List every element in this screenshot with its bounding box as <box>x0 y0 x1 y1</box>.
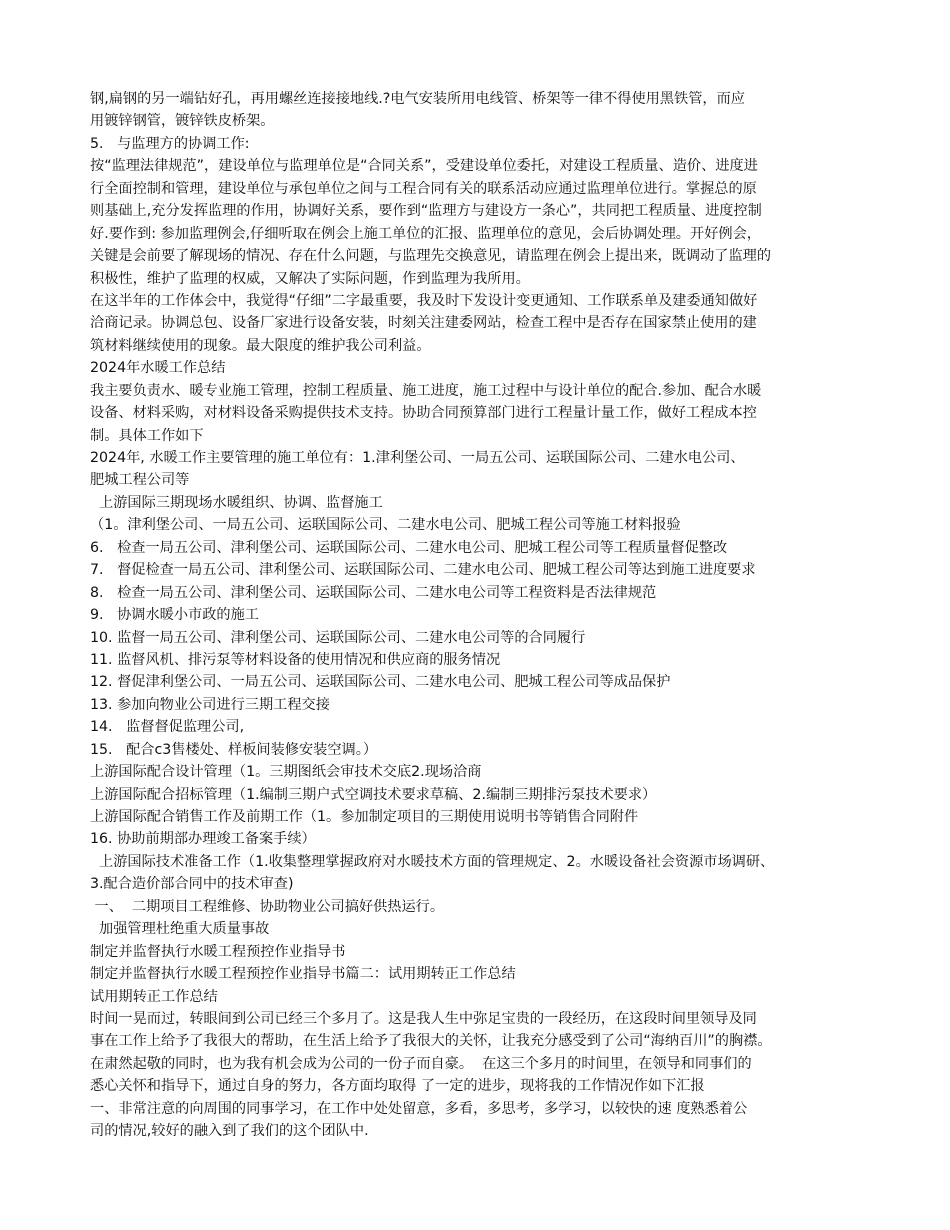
text-line: 上游国际配合设计管理（1。三期图纸会审技术交底2.现场洽商 <box>90 764 482 781</box>
list-item: （1。津利堡公司、一局五公司、运联国际公司、二建水电公司、肥城工程公司等施工材料报验 <box>90 517 681 534</box>
list-item: 16. 协助前期部办理竣工备案手续） <box>90 831 316 848</box>
text-line: 一、非常注意的向周围的同事学习，在工作中处处留意，多看，多思考，多学习，以较快的速 度熟悉着公 <box>90 1100 748 1117</box>
text-line: 时间一晃而过，转眼间到公司已经三个多月了。这是我人生中弥足宝贵的一段经历，在这段时间里领导及同 <box>90 1010 757 1027</box>
text-line: 加强管理杜绝重大质量事故 <box>90 921 270 938</box>
text-line: 行全面控制和管理，建设单位与承包单位之间与工程合同有关的联系活动应通过监理单位进行。掌握总的原 <box>90 180 757 197</box>
list-item: 13. 参加向物业公司进行三期工程交接 <box>90 696 330 713</box>
text-line: 关键是会前要了解现场的情况、存在什么问题，与监理先交换意见，请监理在例会上提出来，既调动了监理的 <box>90 248 772 265</box>
text-line: 司的情况,较好的融入到了我们的这个团队中. <box>90 1123 369 1140</box>
section-heading: 试用期转正工作总结 <box>90 988 218 1005</box>
text-line: 在肃然起敬的同时，也为我有机会成为公司的一份子而自豪。 在这三个多月的时间里，在领导和同事们的 <box>90 1055 752 1072</box>
list-item: 15. 配合c3售楼处、样板间装修安装空调。） <box>90 741 378 758</box>
document-body <box>90 88 870 1143</box>
list-item: 6. 检查一局五公司、津利堡公司、运联国际公司、二建水电公司、肥城工程公司等工程质量督促整改 <box>90 539 728 556</box>
text-line: 2024年, 水暖工作主要管理的施工单位有：1.津利堡公司、一局五公司、运联国际公司、二建水电公司、 <box>90 450 745 466</box>
section-heading: 2024年水暖工作总结 <box>90 360 226 377</box>
text-line: 洽商记录。协调总包、设备厂家进行设备安装，时刻关注建委网站，检查工程中是否存在国家禁止使用的建 <box>90 315 757 332</box>
text-line: 筑材料继续使用的现象。最大限度的维护我公司利益。 <box>90 337 431 354</box>
section-heading: 5. 与监理方的协调工作: <box>90 135 250 152</box>
text-line: 在这半年的工作体会中，我觉得“仔细”二字最重要，我及时下发设计变更通知、工作联系单及建委通知做好 <box>90 292 758 309</box>
list-item: 11. 监督风机、排污泵等材料设备的使用情况和供应商的服务情况 <box>90 651 501 668</box>
list-item: 10. 监督一局五公司、津利堡公司、运联国际公司、二建水电公司等的合同履行 <box>90 629 586 646</box>
list-item: 12. 督促津利堡公司、一局五公司、运联国际公司、二建水电公司、肥城工程公司等成品保护 <box>90 674 671 691</box>
text-line: 上游国际三期现场水暖组织、协调、监督施工 <box>90 494 383 511</box>
text-line: 3.配合造价部合同中的技术审查) <box>90 876 294 893</box>
text-line: 用镀锌钢管，镀锌铁皮桥架。 <box>90 113 275 130</box>
text-line: 我主要负责水、暖专业施工管理，控制工程质量、施工进度，施工过程中与设计单位的配合.参加、配合水暖 <box>90 382 762 399</box>
list-item: 7. 督促检查一局五公司、津利堡公司、运联国际公司、二建水电公司、肥城工程公司等达到施工进度要求 <box>90 562 756 579</box>
text-line: 制。具体工作如下 <box>90 427 204 444</box>
text-line: 肥城工程公司等 <box>90 472 190 489</box>
text-line: 上游国际配合招标管理（1.编制三期户式空调技术要求草稿、2.编制三期排污泵技术要求） <box>90 786 657 803</box>
text-line: 好.要作到: 参加监理例会,仔细听取在例会上施工单位的汇报、监理单位的意见，会后协调处理。开好例会， <box>90 225 761 242</box>
text-line: 上游国际配合销售工作及前期工作（1。参加制定项目的三期使用说明书等销售合同附件 <box>90 809 639 825</box>
text-line: 制定并监督执行水暖工程预控作业指导书 <box>90 943 346 960</box>
list-item: 9. 协调水暖小市政的施工 <box>90 607 259 624</box>
text-line: 上游国际技术准备工作（1.收集整理掌握政府对水暖技术方面的管理规定、2。水暖设备社会资源市场调研、 <box>90 853 775 870</box>
list-item: 14. 监督督促监理公司, <box>90 719 245 736</box>
text-line: 则基础上,充分发挥监理的作用，协调好关系，要作到“监理方与建设方一条心”，共同把工程质量、进度控制 <box>90 203 762 220</box>
text-line: 一、 二期项目工程维修、协助物业公司搞好供热运行。 <box>90 898 445 915</box>
text-line: 设备、材料采购，对材料设备采购提供技术支持。协助合同预算部门进行工程量计量工作，做好工程成本控 <box>90 405 757 422</box>
text-line: 按“监理法律规范”，建设单位与监理单位是“合同关系”，受建设单位委托，对建设工程质量、造价、进度进 <box>90 158 758 175</box>
text-line: 钢,扁钢的另一端钻好孔，再用螺丝连接接地线.?电气安装所用电线管、桥架等一律不得使用黑铁管，而应 <box>90 91 745 107</box>
list-item: 8. 检查一局五公司、津利堡公司、运联国际公司、二建水电公司等工程资料是否法律规范 <box>90 584 657 601</box>
text-line: 悉心关怀和指导下，通过自身的努力，各方面均取得 了一定的进步，现将我的工作情况作如下汇报 <box>90 1078 705 1095</box>
text-line: 事在工作上给予了我很大的帮助，在生活上给予了我很大的关怀，让我充分感受到了公司“海纳百川”的胸襟。 <box>90 1033 772 1050</box>
text-line: 积极性，维护了监理的权威，又解决了实际问题，作到监理为我所用。 <box>90 270 530 287</box>
text-line: 制定并监督执行水暖工程预控作业指导书篇二：试用期转正工作总结 <box>90 966 516 983</box>
